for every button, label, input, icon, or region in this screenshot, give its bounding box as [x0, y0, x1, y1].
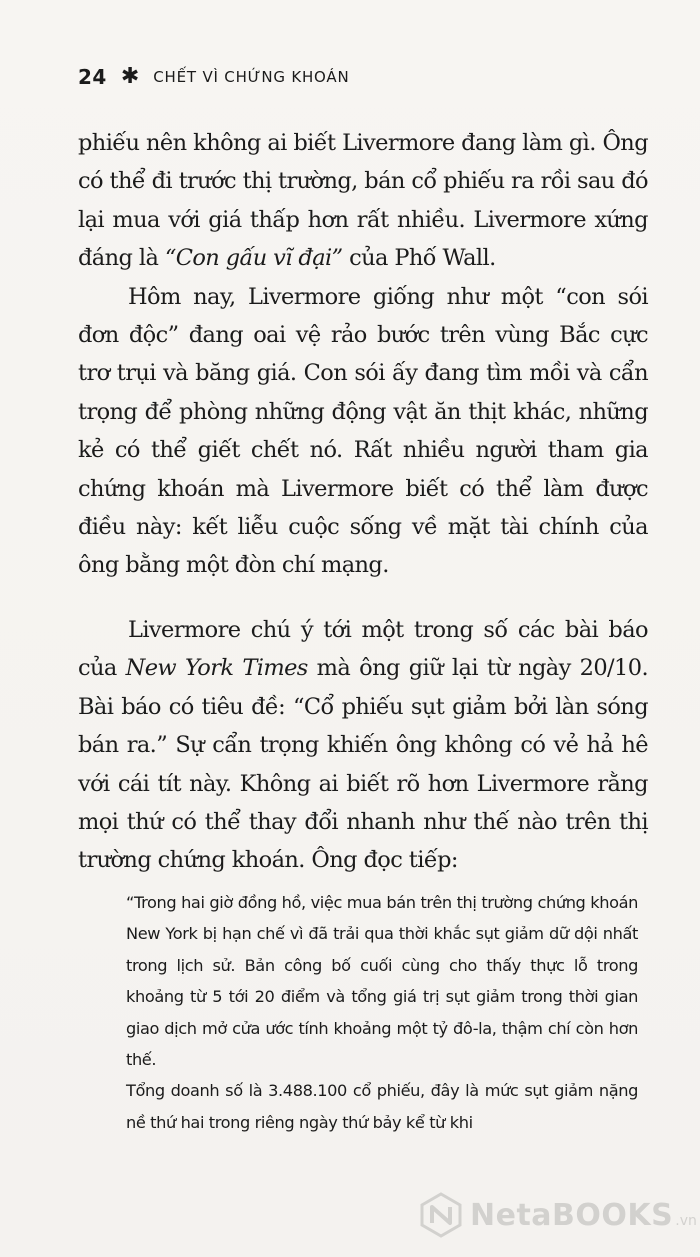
neta-logo-icon: [418, 1192, 464, 1238]
running-header: [78, 64, 349, 89]
paragraph-continued: phiếu nên không ai biết Livermore đang làm gì. Ông có thể đi trước thị trường, bán cổ phiếu ra rồi sau đó lại mua với giá thấp hơn rất nhiều. Livermore xứng đáng là “Con gấu vĩ đại” của Phố Wall.: [78, 130, 648, 272]
body-text: [78, 124, 648, 880]
asterisk-icon: ✱: [120, 64, 140, 89]
running-title: CHẾT VÌ CHỨNG KHOÁN: [153, 67, 350, 86]
watermark-suffix: .vn: [675, 1213, 697, 1229]
paragraph-lone-wolf: Hôm nay, Livermore giống như một “con sói đơn độc” đang oai vệ rảo bước trên vùng Bắc cực trơ trụi và băng giá. Con sói ấy đang tìm mồi và cẩn trọng để phòng những động vật ăn thịt khác, những kẻ có thể giết chết nó. Rất nhiều người tham gia chứng khoán mà Livermore biết có thể làm được điều này: kết liễu cuộc sống về mặt tài chính của ông bằng một đòn chí mạng.: [78, 283, 648, 579]
watermark-brand: NetaBOOKS: [470, 1197, 674, 1233]
page-number: 24: [78, 64, 107, 89]
quote-paragraph: Tổng doanh số là 3.488.100 cổ phiếu, đây là mức sụt giảm nặng nề thứ hai trong riêng ngày thứ bảy kể từ khi: [126, 1081, 638, 1132]
quote-paragraph: “Trong hai giờ đồng hồ, việc mua bán trên thị trường chứng khoán New York bị hạn chế vì đã trải qua thời khắc sụt giảm dữ dội nhất trong lịch sử. Bản công bố cuối cùng cho thấy thực lỗ trong khoảng từ 5 tới 20 điểm và tổng giá trị sụt giảm trong thời gian giao dịch mở cửa ước tính khoảng một tỷ đô-la, thậm chí còn hơn thế.: [126, 893, 638, 1070]
watermark: [418, 1192, 697, 1238]
paragraph-new-york-times: Livermore chú ý tới một trong số các bài báo của New York Times mà ông giữ lại từ ngày 20/10. Bài báo có tiêu đề: “Cổ phiếu sụt giảm bởi làn sóng bán ra.” Sự cẩn trọng khiến ông không có vẻ hả hê với cái tít này. Không ai biết rõ hơn Livermore rằng mọi thứ có thể thay đổi nhanh như thế nào trên thị trường chứng khoán. Ông đọc tiếp:: [78, 616, 649, 874]
quoted-article: [126, 887, 638, 1138]
